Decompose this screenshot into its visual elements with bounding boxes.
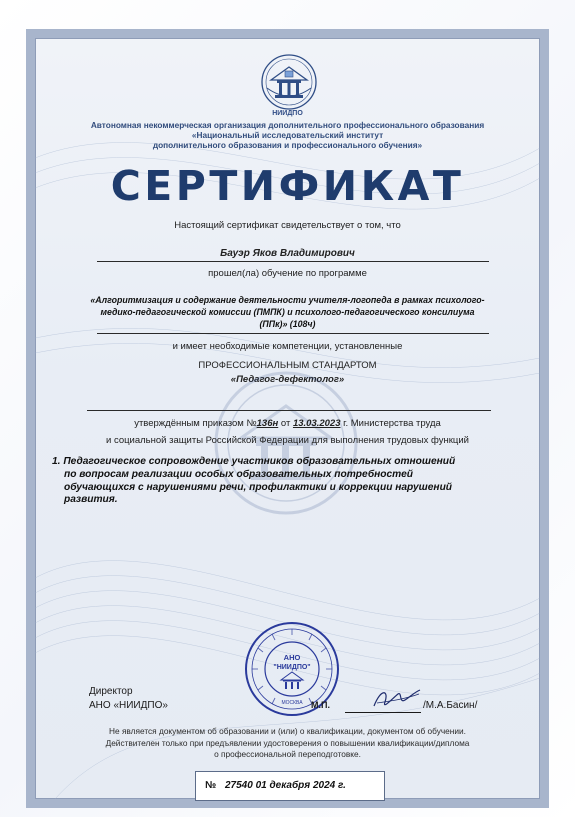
order-date: 13.03.2023 <box>292 418 341 429</box>
order-line-2: и социальной защиты Российской Федерации для выполнения трудовых функций <box>106 435 469 446</box>
competence-text: и имеет необходимые компетенции, установленные <box>172 341 403 352</box>
program-line-1: «Алгоритмизация и содержание деятельности учителя-логопеда в рамках психолого- <box>90 295 485 305</box>
order-prefix: утверждённым приказом № <box>134 418 257 429</box>
certificate-number-label: № <box>205 780 217 791</box>
labor-function-line-4: развития. <box>64 494 118 506</box>
niidpo-logo-icon <box>257 52 321 116</box>
labor-function-text-1: Педагогическое сопровождение участников образовательных отношений <box>63 456 456 467</box>
certificate-content <box>35 38 540 799</box>
certificate-number-value: 27540 01 декабря 2024 г. <box>225 780 346 791</box>
program-line-3: (ППк)» (108ч) <box>259 319 316 329</box>
organization-line-2: «Национальный исследовательский институт <box>191 130 384 140</box>
standard-caption: ПРОФЕССИОНАЛЬНЫМ СТАНДАРТОМ <box>198 360 377 371</box>
order-suffix: г. Министерства труда <box>343 418 441 429</box>
director-organization: АНО «НИИДПО» <box>89 700 168 711</box>
labor-function-line-1 <box>52 456 522 469</box>
recipient-underline <box>97 261 489 262</box>
labor-function-item <box>52 456 522 507</box>
director-position: Директор <box>89 686 133 697</box>
stamp-city: МОСКВА <box>281 700 303 706</box>
standard-name: «Педагог-дефектолог» <box>230 374 345 385</box>
recipient-name: Бауэр Яков Владимирович <box>220 248 355 259</box>
disclaimer <box>35 726 540 761</box>
organization-line-3: дополнительного образования и профессионального обучения» <box>152 140 423 150</box>
labor-function-number: 1. <box>52 456 61 467</box>
order-from: от <box>280 418 291 429</box>
signature-block <box>89 685 168 713</box>
signer-name: /М.А.Басин/ <box>423 700 478 711</box>
logo-caption: НИИДПО <box>272 110 303 117</box>
order-line-1 <box>35 418 540 429</box>
stamp-center-line-1: АНО <box>283 653 301 662</box>
disclaimer-line-2: Действителен только при предъявлении удостоверения о повышении квалификации/диплома <box>105 737 470 748</box>
intro-text: Настоящий сертификат свидетельствует о том, что <box>174 220 401 231</box>
organization-line-1: Автономная некоммерческая организация дополнительного профессионального образования <box>90 120 485 130</box>
program-underline <box>97 333 489 334</box>
completed-text: прошел(ла) обучение по программе <box>208 268 367 279</box>
labor-function-line-3: обучающихся с нарушениями речи, профилактики и коррекции нарушений <box>64 481 453 493</box>
standard-underline <box>87 410 491 411</box>
disclaimer-line-3: о профессиональной переподготовке. <box>214 749 361 759</box>
certificate-title: СЕРТИФИКАТ <box>110 162 465 210</box>
program-line-2: медико-педагогической комиссии (ПМПК) и психолого-педагогического консилиума <box>100 307 475 317</box>
certificate-number-box <box>195 771 385 801</box>
handwritten-signature-icon <box>371 684 423 714</box>
stamp-mark: М.П. <box>311 700 330 710</box>
order-number: 136н <box>256 418 279 429</box>
stamp-center-line-2: "НИИДПО" <box>273 664 311 671</box>
labor-function-line-2: по вопросам реализации особых образовательных потребностей <box>64 468 413 480</box>
disclaimer-line-1: Не является документом об образовании и (или) о квалификации, документом об обучении. <box>109 726 466 736</box>
